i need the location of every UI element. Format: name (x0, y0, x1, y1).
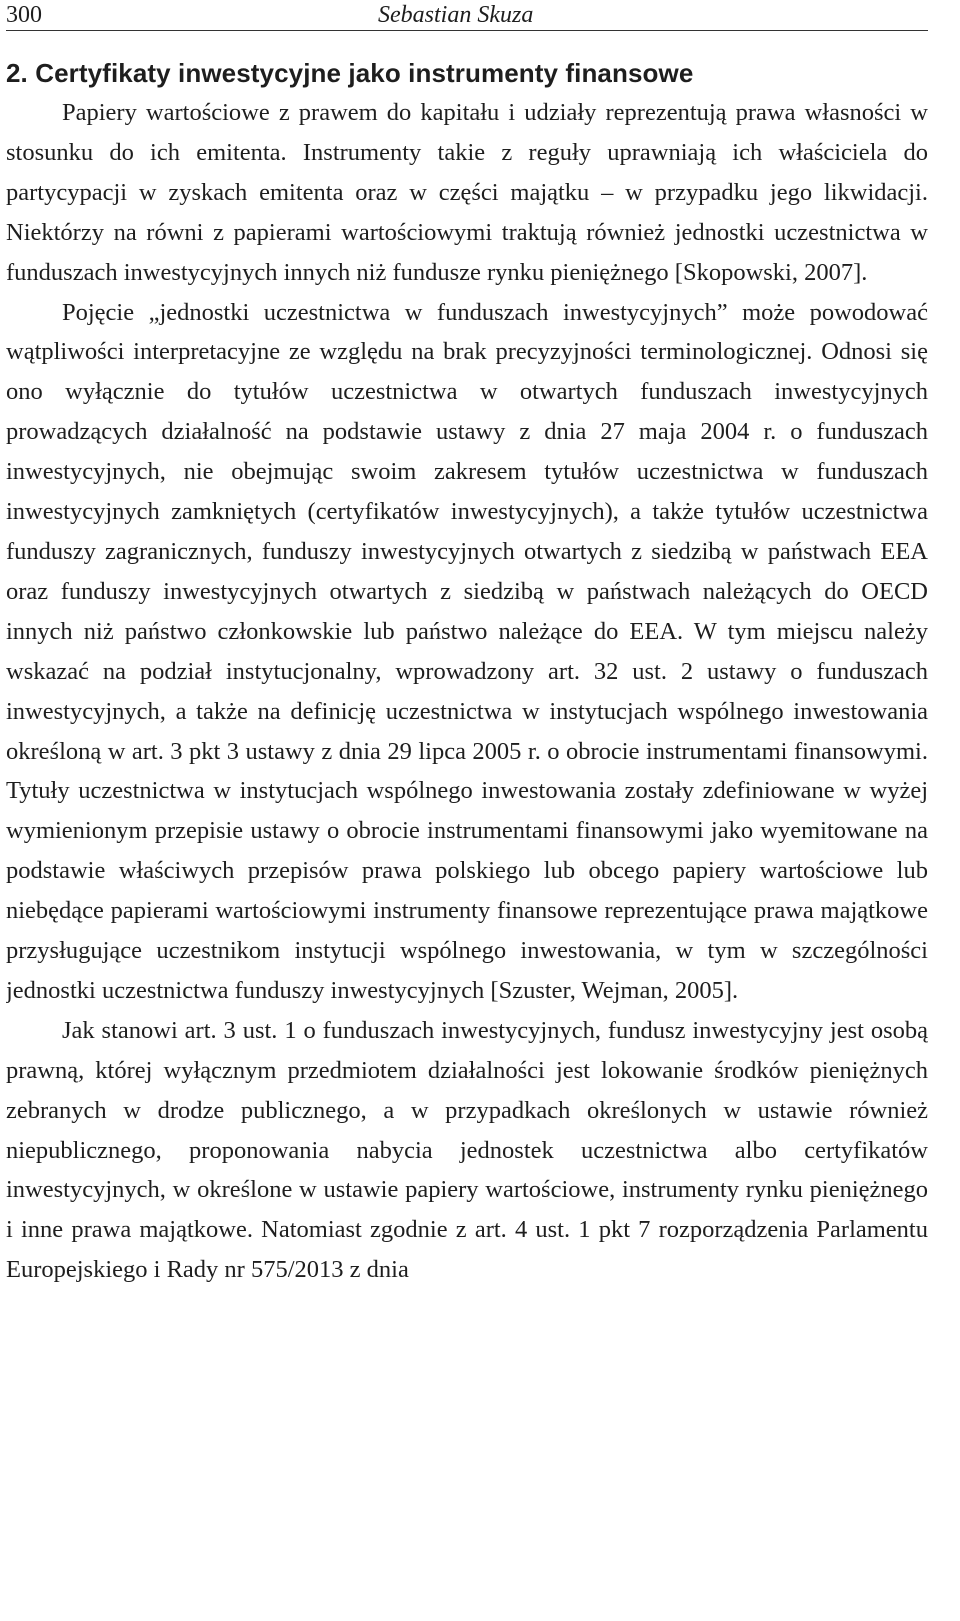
running-header-author: Sebastian Skuza (378, 2, 534, 28)
paragraph-2: Pojęcie „jednostki uczestnictwa w funduszach inwestycyjnych” może powodować wątpliwości interpretacyjne ze względu na brak precyzyjności terminologicznej. Odnosi się ono wyłącznie do tytułów uczestnictwa w otwartych funduszach inwestycyjnych prowadzących działalność na podstawie ustawy z dnia 27 maja 2004 r. o funduszach inwestycyjnych, nie obejmując swoim zakresem tytułów uczestnictwa w funduszach inwestycyjnych zamkniętych (certyfikatów inwestycyjnych), a także tytułów uczestnictwa funduszy zagranicznych, funduszy inwestycyjnych otwartych z siedzibą w państwach EEA oraz funduszy inwestycyjnych otwartych z siedzibą w państwach należących do OECD innych niż państwo członkowskie lub państwo należące do EEA. W tym miejscu należy wskazać na podział instytucjonalny, wprowadzony art. 32 ust. 2 ustawy o funduszach inwestycyjnych, a także na definicję uczestnictwa w instytucjach wspólnego inwestowania określoną w art. 3 pkt 3 ustawy z dnia 29 lipca 2005 r. o obrocie instrumentami finansowymi. Tytuły uczestnictwa w instytucjach wspólnego inwestowania zostały zdefiniowane w wyżej wymienionym przepisie ustawy o obrocie instrumentami finansowymi jako wyemitowane na podstawie właściwych przepisów prawa polskiego lub obcego papiery wartościowe lub niebędące papierami wartościowymi instrumenty finansowe reprezentujące prawa majątkowe przysługujące uczestnikom instytucji wspólnego inwestowania, w tym w szczególności jednostki uczestnictwa funduszy inwestycyjnych [Szuster, Wejman, 2005]. (6, 298, 928, 1004)
paragraph-1: Papiery wartościowe z prawem do kapitału i udziały reprezentują prawa własności w stosunku do ich emitenta. Instrumenty takie z reguły uprawniają ich właściciela do partycypacji w zyskach emitenta oraz w części majątku – w przypadku jego likwidacji. Niektórzy na równi z papierami wartościowymi traktują również jednostki uczestnictwa w funduszach inwestycyjnych innych niż fundusze rynku pieniężnego [Skopowski, 2007]. (6, 99, 928, 286)
running-header (6, 0, 928, 31)
paragraph-3: Jak stanowi art. 3 ust. 1 o funduszach inwestycyjnych, fundusz inwestycyjny jest osobą prawną, której wyłącznym przedmiotem działalności jest lokowanie środków pieniężnych zebranych w drodze publicznego, a w przypadkach określonych w ustawie również niepublicznego, proponowania nabycia jednostek uczestnictwa albo certyfikatów inwestycyjnych, w określone w ustawie papiery wartościowe, instrumenty rynku pieniężnego i inne prawa majątkowe. Natomiast zgodnie z art. 4 ust. 1 pkt 7 rozporządzenia Parlamentu Europejskiego i Rady nr 575/2013 z dnia (6, 1016, 928, 1284)
document-page (6, 0, 928, 1621)
page-number: 300 (6, 2, 42, 28)
section-heading: 2. Certyfikaty inwestycyjne jako instrumenty finansowe (6, 58, 694, 88)
